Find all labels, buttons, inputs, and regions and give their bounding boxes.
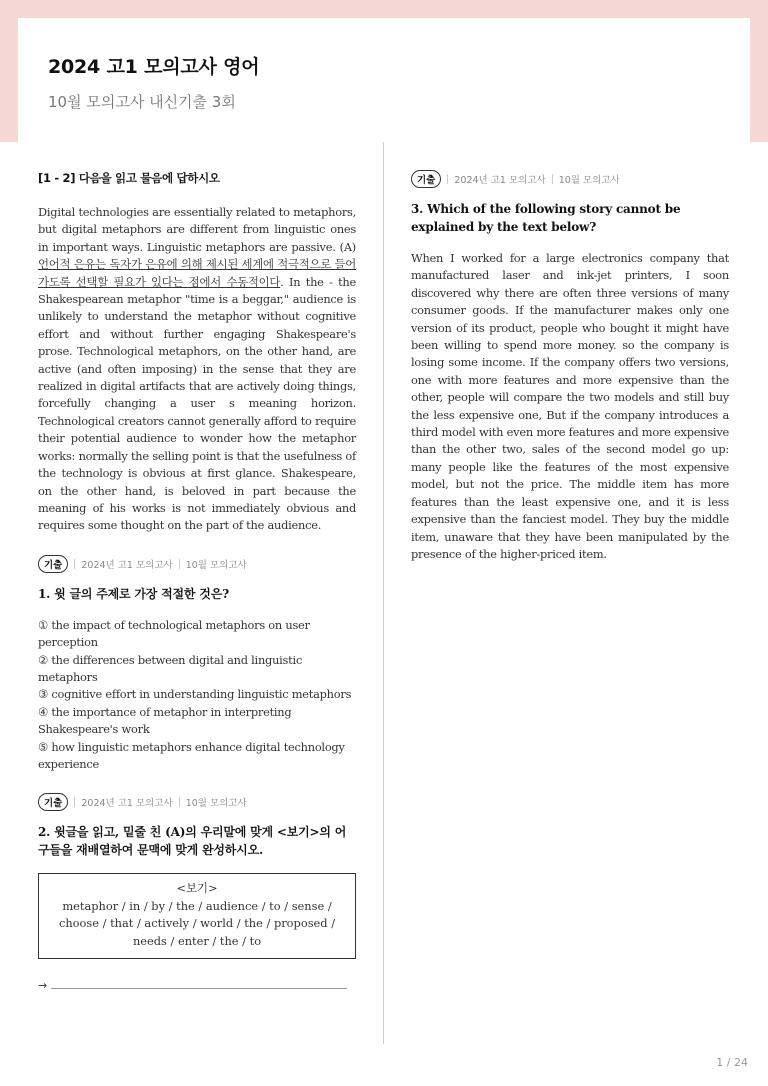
separator [74,797,75,807]
bogi-title: <보기> [176,881,218,896]
document-title: 2024 고1 모의고사 영어 [48,56,260,78]
passage [38,204,356,535]
q2-title: 2. 윗글을 읽고, 밑줄 친 (A)의 우리말에 맞게 <보기>의 어구들을 재배열하여 문맥에 맞게 완성하시오. [38,825,347,858]
q2-tag-badge: 기출 [38,793,68,811]
choice-5[interactable]: ⑤ how linguistic metaphors enhance digital technology experience [38,739,345,771]
left-column [38,170,356,992]
page-number: 1 / 24 [716,1056,748,1069]
underlined-text-a: 언어적 은유는 독자가 은유에 의해 제시된 세계에 적극적으로 들어가도록 선택할 필요가 있다는 점에서 수동적이다 [38,257,356,289]
choice-2[interactable]: ② the differences between digital and linguistic metaphors [38,652,303,684]
q2-source-year: 2024년 고1 모의고사 [81,798,173,810]
instruction: [1 - 2] 다음을 읽고 물음에 답하시오 [38,171,220,185]
q3-source-year: 2024년 고1 모의고사 [454,175,546,186]
q3-tag-badge: 기출 [411,170,441,188]
separator [179,559,180,569]
q1-title: 1. 윗 글의 주제로 가장 적절한 것은? [38,586,229,601]
column-divider [383,142,384,1044]
q1-source-year: 2024년 고1 모의고사 [81,559,173,571]
q1-source-line [38,555,356,573]
q2-source-month: 10월 모의고사 [185,798,247,810]
choice-4[interactable]: ④ the importance of metaphor in interpreting Shakespeare's work [38,704,292,737]
separator [179,797,180,807]
choice-3[interactable]: ③ cognitive effort in understanding linguistic metaphors [38,687,352,702]
q1-choices [38,617,356,774]
q3-source-line [411,170,729,188]
separator [74,559,75,569]
right-column [411,170,729,563]
passage-part2: . In the - the Shakespearean metaphor "time is a beggar," audience is unlikely to understand the metaphor without cognitive effort and without further engaging Shakespeare's prose. Technological metaphors, on the other hand, are active (and often imposing) in the sense that they are realized in digital artifacts that are actively doing things, forcefully changing a user s meaning horizon. Technological creators cannot generally afford to require their potential audience to wonder how the metaphor works: normally the selling point is that the usefulness of the technology is obvious at first glance. Shakespeare, on the other hand, is beloved in part because the meaning of his works is not immediately obvious and requires some thought on the part of the audience. [38,274,356,533]
answer-line[interactable] [38,979,356,992]
q1-source-month: 10월 모의고사 [185,559,247,571]
bogi-words: metaphor / in / by / the / audience / to / sense / choose / that / actively / world / the / proposed / needs / enter / the / to [58,898,336,948]
arrow-icon: → [38,979,48,992]
separator [552,174,553,184]
separator [447,174,448,184]
q3-title: 3. Which of the following story cannot be explained by the text below? [411,202,681,234]
document-subtitle: 10월 모의고사 내신기출 3회 [48,93,236,111]
answer-blank[interactable] [51,988,347,989]
q3-source-month: 10월 모의고사 [558,175,620,186]
q2-source-line [38,793,356,811]
q3-passage: When I worked for a large electronics company that manufactured laser and ink-jet printers, I soon discovered why there are often three versions of many consumer goods. If the manufacturer makes only one version of its product, people who bought it might have been willing to spend more money. so the company is losing some income. If the company offers two versions, one with more features and more expensive than the other, people will compare the two models and still buy the less expensive one, But if the company introduces a third model with even more features and more expensive than the other two, sales of the second model go up: many people like the features of the most expensive model, but not the price. The middle item has more features than the least expensive one, and it is less expensive than the fanciest model. They buy the middle item, unaware that they have been manipulated by the presence of the higher-priced item. [411,251,729,561]
q1-tag-badge: 기출 [38,555,68,573]
header-card [18,18,750,142]
passage-part1: Digital technologies are essentially related to metaphors, but digital metaphors are different from linguistic ones in important ways. Linguistic metaphors are passive. (A) [38,205,356,254]
choice-1[interactable]: ① the impact of technological metaphors on user perception [38,617,310,650]
bogi-box [38,873,356,959]
